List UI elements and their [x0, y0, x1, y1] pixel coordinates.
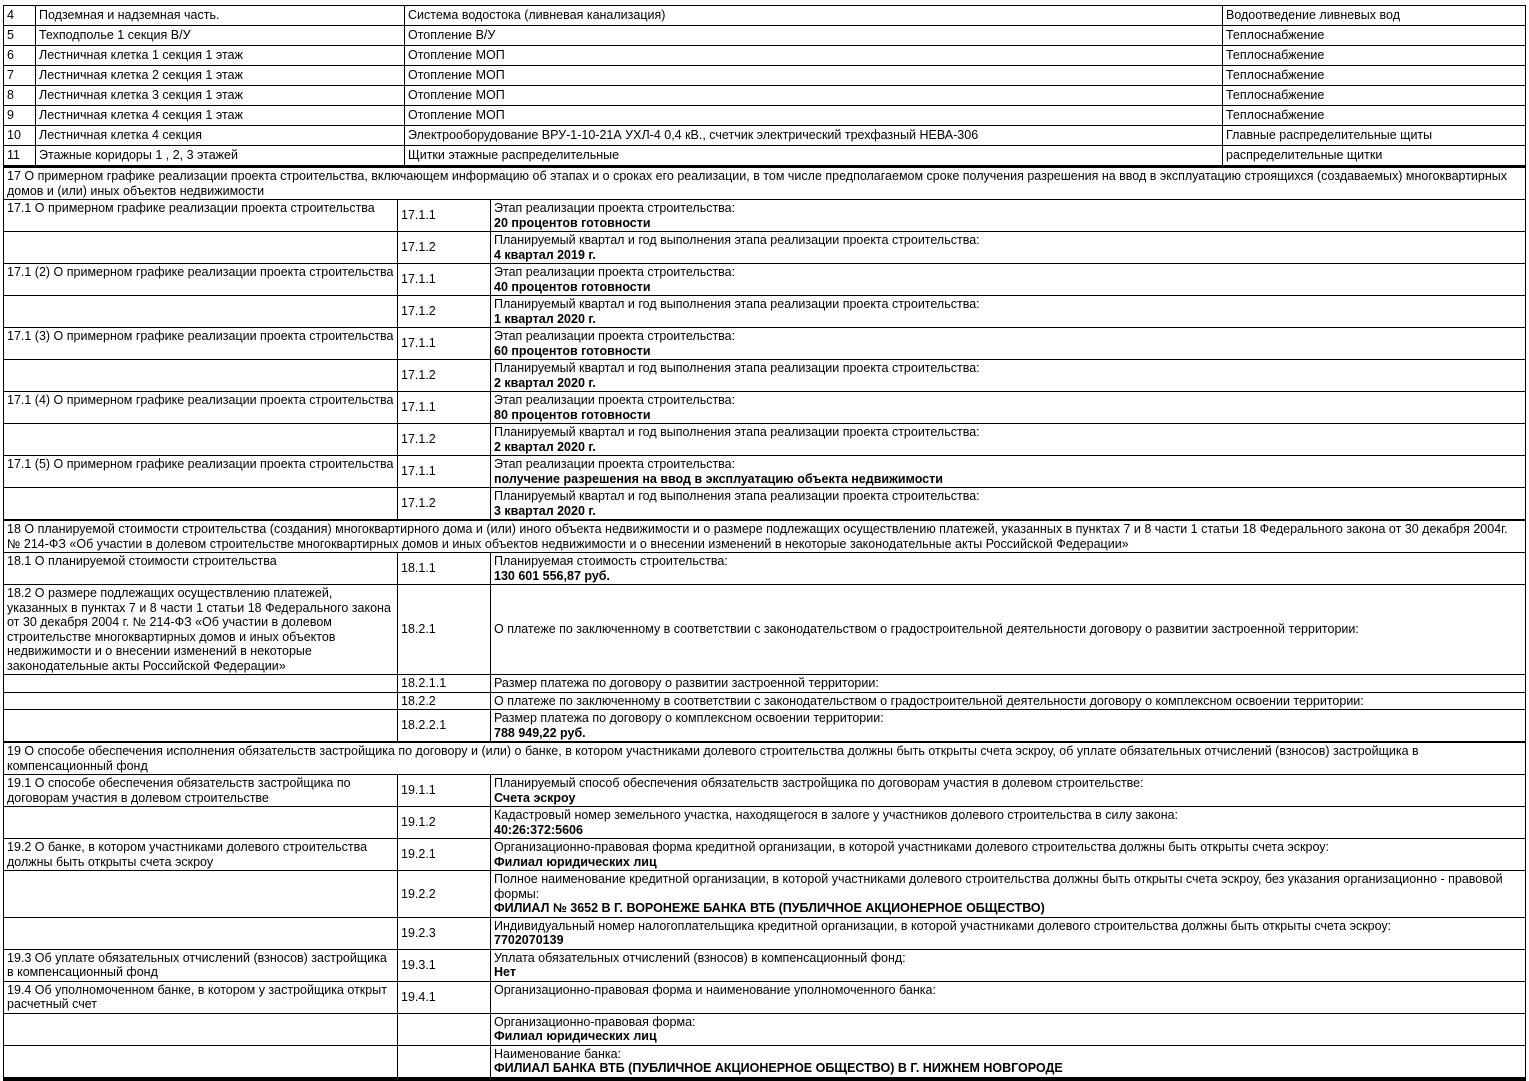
field-title: Этап реализации проекта строительства:: [494, 329, 736, 343]
item-label: 17.1 (3) О примерном графике реализации проекта строительства: [4, 328, 398, 360]
item-content: [491, 585, 1526, 675]
item-content: [491, 692, 1526, 710]
field-title: Планируемый квартал и год выполнения этапа реализации проекта строительства:: [494, 425, 980, 439]
building-part: Лестничная клетка 2 секция 1 этаж: [36, 66, 405, 86]
item-code: 17.1.2: [398, 296, 491, 328]
field-value: 40:26:372:5606: [494, 822, 583, 837]
item-label: [4, 424, 398, 456]
building-part: Лестничная клетка 3 секция 1 этаж: [36, 86, 405, 106]
system-description: Отопление В/У: [405, 26, 1223, 46]
item-label: 19.4 Об уполномоченном банке, в котором у застройщика открыт расчетный счет: [4, 981, 398, 1013]
field-title: Наименование банка:: [494, 1046, 622, 1061]
field-value: 2 квартал 2020 г.: [494, 439, 596, 454]
building-part: Техподполье 1 секция В/У: [36, 26, 405, 46]
table-row: [4, 424, 1526, 456]
item-label: 17.1 (5) О примерном графике реализации проекта строительства: [4, 456, 398, 488]
item-content: [491, 553, 1526, 585]
system-description: Отопление МОП: [405, 106, 1223, 126]
item-content: [491, 328, 1526, 360]
system-purpose: Главные распределительные щиты: [1223, 126, 1526, 146]
item-content: [491, 949, 1526, 981]
item-content: [491, 981, 1526, 1013]
table-row: [4, 264, 1526, 296]
field-value: получение разрешения на ввод в эксплуатацию объекта недвижимости: [494, 471, 943, 486]
section-17-header-row: [4, 167, 1526, 200]
item-label: [4, 232, 398, 264]
field-title: Размер платежа по договору о развитии застроенной территории:: [494, 676, 879, 690]
system-purpose: Теплоснабжение: [1223, 66, 1526, 86]
item-content: [491, 775, 1526, 807]
field-value: 788 949,22 руб.: [494, 725, 586, 740]
item-content: [491, 264, 1526, 296]
field-value: 60 процентов готовности: [494, 343, 651, 358]
item-content: [491, 200, 1526, 232]
table-row: [4, 775, 1526, 807]
row-number: 10: [4, 126, 36, 146]
item-content: [491, 296, 1526, 328]
row-number: 11: [4, 146, 36, 166]
system-description: Система водостока (ливневая канализация): [405, 6, 1223, 26]
building-part: Лестничная клетка 4 секция: [36, 126, 405, 146]
row-number: 7: [4, 66, 36, 86]
table-row: [4, 328, 1526, 360]
item-code: 18.2.2.1: [398, 710, 491, 743]
table-row: [4, 232, 1526, 264]
engineering-systems-table: [3, 5, 1526, 166]
system-description: Отопление МОП: [405, 86, 1223, 106]
field-title: Размер платежа по договору о комплексном освоении территории:: [494, 711, 884, 725]
section-17-title: 17 О примерном графике реализации проекта строительства, включающем информацию об этапах и о сроках его реализации, в том числе предполагаемом сроке получения разрешения на ввод в эксплуатацию строящихся (создаваемых) многоквартирных домов и (или) иных объектов недвижимости: [4, 167, 1526, 200]
item-content: [491, 710, 1526, 743]
table-row: [4, 871, 1526, 918]
field-title: Планируемый квартал и год выполнения этапа реализации проекта строительства:: [494, 233, 980, 247]
item-label: [4, 807, 398, 839]
field-title: Этап реализации проекта строительства:: [494, 457, 736, 471]
item-code: 18.1.1: [398, 553, 491, 585]
item-label: 18.2 О размере подлежащих осуществлению платежей, указанных в пунктах 7 и 8 части 1 статьи 18 Федерального закона от 30 декабря 2004 г. № 214-ФЗ «Об участии в долевом строительстве многоквартирных домов и иных объектов недвижимости и о внесении изменений в некоторые законодательные акты Российской Федерации»: [4, 585, 398, 675]
table-row: [4, 692, 1526, 710]
table-row: [4, 917, 1526, 949]
item-content: [491, 1045, 1526, 1077]
item-code: 19.1.2: [398, 807, 491, 839]
page-bottom-border: [3, 1078, 1526, 1081]
item-content: [491, 232, 1526, 264]
field-title: Организационно-правовая форма и наименование уполномоченного банка:: [494, 982, 936, 997]
item-content: [491, 488, 1526, 521]
item-label: [4, 871, 398, 918]
field-value: 40 процентов готовности: [494, 279, 651, 294]
field-title: Планируемый квартал и год выполнения этапа реализации проекта строительства:: [494, 361, 980, 375]
item-code: 17.1.1: [398, 456, 491, 488]
field-title: Этап реализации проекта строительства:: [494, 393, 736, 407]
item-code: 17.1.1: [398, 392, 491, 424]
field-title: Планируемый способ обеспечения обязательств застройщика по договорам участия в долевом строительстве:: [494, 776, 1144, 790]
field-value: Счета эскроу: [494, 790, 576, 805]
row-number: 8: [4, 86, 36, 106]
item-code: 19.2.2: [398, 871, 491, 918]
field-title: Организационно-правовая форма кредитной организации, в которой участниками долевого строительства должны быть открыты счета эскроу:: [494, 840, 1329, 854]
table-row: [4, 392, 1526, 424]
item-code: [398, 1013, 491, 1045]
item-label: [4, 360, 398, 392]
item-content: [491, 360, 1526, 392]
item-label: 17.1 (2) О примерном графике реализации проекта строительства: [4, 264, 398, 296]
field-title: Планируемый квартал и год выполнения этапа реализации проекта строительства:: [494, 489, 980, 503]
item-label: 19.2 О банке, в котором участниками долевого строительства должны быть открыты счета эскроу: [4, 839, 398, 871]
table-row: [4, 126, 1526, 146]
item-label: [4, 1013, 398, 1045]
table-row: [4, 46, 1526, 66]
field-value: 3 квартал 2020 г.: [494, 503, 596, 518]
item-code: 19.4.1: [398, 981, 491, 1013]
table-row: [4, 456, 1526, 488]
system-description: Электрооборудование ВРУ-1-10-21А УХЛ-4 0,4 кВ., счетчик электрический трехфазный НЕВА-306: [405, 126, 1223, 146]
field-value: 4 квартал 2019 г.: [494, 247, 596, 262]
table-row: [4, 675, 1526, 693]
field-value: 2 квартал 2020 г.: [494, 375, 596, 390]
item-code: 18.2.1: [398, 585, 491, 675]
item-code: 17.1.2: [398, 232, 491, 264]
item-label: 19.1 О способе обеспечения обязательств застройщика по договорам участия в долевом строительстве: [4, 775, 398, 807]
building-part: Подземная и надземная часть.: [36, 6, 405, 26]
field-title: Этап реализации проекта строительства:: [494, 201, 736, 215]
building-part: Лестничная клетка 1 секция 1 этаж: [36, 46, 405, 66]
item-content: [491, 871, 1526, 918]
table-row: [4, 106, 1526, 126]
table-row: [4, 981, 1526, 1013]
field-value: ФИЛИАЛ БАНКА ВТБ (ПУБЛИЧНОЕ АКЦИОНЕРНОЕ ОБЩЕСТВО) В Г. НИЖНЕМ НОВГОРОДЕ: [494, 1061, 1063, 1075]
item-content: [491, 839, 1526, 871]
item-content: [491, 424, 1526, 456]
table-row: [4, 553, 1526, 585]
field-value: 80 процентов готовности: [494, 407, 651, 422]
field-value: 7702070139: [494, 933, 564, 947]
table-row: [4, 360, 1526, 392]
table-row: [4, 6, 1526, 26]
table-row: [4, 26, 1526, 46]
item-label: [4, 675, 398, 693]
item-code: 17.1.1: [398, 200, 491, 232]
field-title: Полное наименование кредитной организации, в которой участниками долевого строительства должны быть открыты счета эскроу, без указания организационно - правовой формы:: [494, 872, 1503, 901]
item-label: [4, 296, 398, 328]
field-value: Филиал юридических лиц: [494, 854, 657, 869]
item-content: [491, 456, 1526, 488]
item-code: 17.1.2: [398, 424, 491, 456]
item-code: [398, 1045, 491, 1077]
item-code: 17.1.1: [398, 264, 491, 296]
system-purpose: Водоотведение ливневых вод: [1223, 6, 1526, 26]
item-code: 18.2.2: [398, 692, 491, 710]
table-row: [4, 585, 1526, 675]
building-part: Лестничная клетка 4 секция 1 этаж: [36, 106, 405, 126]
item-code: 19.2.3: [398, 917, 491, 949]
item-code: 17.1.2: [398, 360, 491, 392]
table-row: [4, 66, 1526, 86]
table-row: [4, 949, 1526, 981]
section-18-header-row: [4, 520, 1526, 553]
section-18-title: 18 О планируемой стоимости строительства (создания) многоквартирного дома и (или) иного объекта недвижимости и о размере подлежащих осуществлению платежей, указанных в пунктах 7 и 8 части 1 статьи 18 Федерального закона от 30 декабря 2004г. № 214-ФЗ «Об участии в долевом строительстве многоквартирных домов и иных объектов недвижимости и о внесении изменений в некоторые законодательные акты Российской Федерации»: [4, 520, 1526, 553]
system-description: Отопление МОП: [405, 66, 1223, 86]
field-value: 130 601 556,87 руб.: [494, 568, 610, 583]
table-row: [4, 296, 1526, 328]
item-code: 19.1.1: [398, 775, 491, 807]
field-title: Этап реализации проекта строительства:: [494, 265, 736, 279]
item-content: [491, 807, 1526, 839]
table-row: [4, 146, 1526, 166]
item-code: 17.1.1: [398, 328, 491, 360]
system-purpose: Теплоснабжение: [1223, 86, 1526, 106]
item-label: 17.1 О примерном графике реализации проекта строительства: [4, 200, 398, 232]
item-label: [4, 917, 398, 949]
row-number: 6: [4, 46, 36, 66]
system-purpose: Теплоснабжение: [1223, 26, 1526, 46]
declaration-sections-table: [3, 166, 1526, 1078]
system-purpose: Теплоснабжение: [1223, 46, 1526, 66]
item-content: [491, 917, 1526, 949]
table-row: [4, 710, 1526, 743]
system-description: Отопление МОП: [405, 46, 1223, 66]
row-number: 5: [4, 26, 36, 46]
item-code: 17.1.2: [398, 488, 491, 521]
field-title: Планируемая стоимость строительства:: [494, 554, 728, 568]
item-label: 19.3 Об уплате обязательных отчислений (взносов) застройщика в компенсационный фонд: [4, 949, 398, 981]
item-content: [491, 675, 1526, 693]
building-part: Этажные коридоры 1 , 2, 3 этажей: [36, 146, 405, 166]
table-row: [4, 1013, 1526, 1045]
field-value: Нет: [494, 965, 516, 979]
item-content: [491, 392, 1526, 424]
field-value: 20 процентов готовности: [494, 215, 651, 230]
field-title: Кадастровый номер земельного участка, находящегося в залоге у участников долевого строительства в силу закона:: [494, 808, 1179, 822]
item-code: 19.3.1: [398, 949, 491, 981]
item-label: [4, 710, 398, 743]
field-value: ФИЛИАЛ № 3652 В Г. ВОРОНЕЖЕ БАНКА ВТБ (ПУБЛИЧНОЕ АКЦИОНЕРНОЕ ОБЩЕСТВО): [494, 901, 1045, 915]
field-title: О платеже по заключенному в соответствии с законодательством о градостроительной деятельности договору о развитии застроенной территории:: [494, 622, 1359, 637]
row-number: 4: [4, 6, 36, 26]
item-label: 18.1 О планируемой стоимости строительства: [4, 553, 398, 585]
item-label: [4, 488, 398, 521]
system-purpose: Теплоснабжение: [1223, 106, 1526, 126]
table-row: [4, 488, 1526, 521]
item-label: 17.1 (4) О примерном графике реализации проекта строительства: [4, 392, 398, 424]
field-title: О платеже по заключенному в соответствии с законодательством о градостроительной деятельности договору о комплексном освоении территории:: [494, 693, 1364, 708]
table-row: [4, 200, 1526, 232]
row-number: 9: [4, 106, 36, 126]
section-19-title: 19 О способе обеспечения исполнения обязательств застройщика по договору и (или) о банке, в котором участниками долевого строительства должны быть открыты счета эскроу, об уплате обязательных отчислений (взносов) застройщика в компенсационный фонд: [4, 742, 1526, 775]
field-value: Филиал юридических лиц: [494, 1029, 657, 1043]
field-title: Индивидуальный номер налогоплательщика кредитной организации, в которой участниками долевого строительства должны быть открыты счета эскроу:: [494, 918, 1392, 933]
table-row: [4, 86, 1526, 106]
item-code: 18.2.1.1: [398, 675, 491, 693]
table-row: [4, 1045, 1526, 1077]
item-label: [4, 692, 398, 710]
table-row: [4, 807, 1526, 839]
section-19-header-row: [4, 742, 1526, 775]
table-row: [4, 839, 1526, 871]
system-description: Щитки этажные распределительные: [405, 146, 1223, 166]
field-title: Организационно-правовая форма:: [494, 1014, 696, 1029]
field-title: Планируемый квартал и год выполнения этапа реализации проекта строительства:: [494, 297, 980, 311]
field-title: Уплата обязательных отчислений (взносов) в компенсационный фонд:: [494, 950, 906, 965]
item-content: [491, 1013, 1526, 1045]
item-code: 19.2.1: [398, 839, 491, 871]
item-label: [4, 1045, 398, 1077]
field-value: 1 квартал 2020 г.: [494, 311, 596, 326]
system-purpose: распределительные щитки: [1223, 146, 1526, 166]
